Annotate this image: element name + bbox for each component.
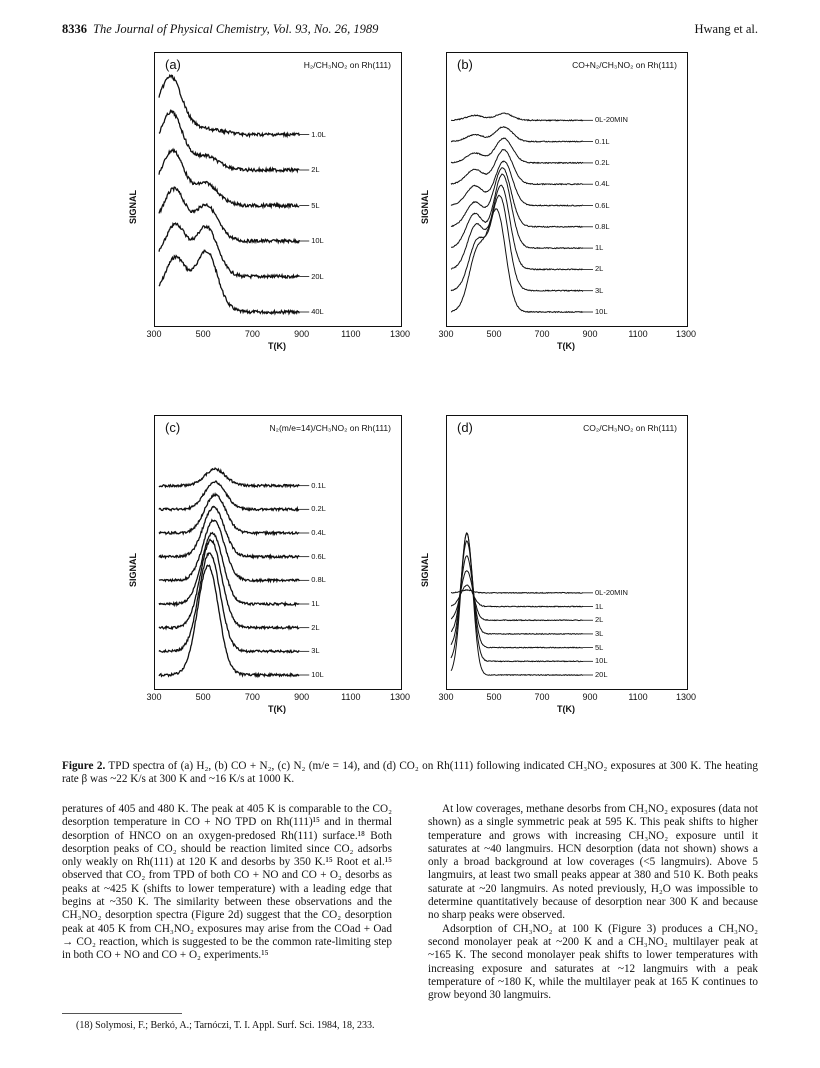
tpd-curve — [159, 149, 299, 207]
tpd-plot — [447, 416, 687, 689]
exposure-label: 2L — [595, 264, 604, 274]
x-tick-label: 700 — [244, 329, 260, 339]
paragraph: Adsorption of CH₃NO₂ at 100 K (Figure 3) produces a CH₃NO₂ second monolayer peak at ~200 K and a CH₃NO₂ multilayer peak at ~165 K. The second monolayer peak shifts to lower temperatures with increasing exposure and saturates at ~12 langmuirs with a peak temperature of ~180 K, while the multilayer peak at 165 K continues to grow beyond 30 langmuirs. — [428, 922, 758, 1002]
exposure-label: 20L — [595, 670, 608, 679]
exposure-label: 1L — [595, 243, 604, 253]
panel-title: CO₂/CH₃NO₂ on Rh(111) — [583, 423, 677, 433]
tpd-curve — [451, 534, 583, 662]
x-tick-label: 1100 — [341, 329, 361, 339]
y-axis-label: SIGNAL — [420, 189, 431, 225]
exposure-label: 10L — [595, 307, 608, 316]
exposure-label: 2L — [311, 165, 320, 174]
x-tick-label: 1300 — [675, 329, 697, 339]
panel-label: (c) — [165, 420, 181, 435]
x-tick-label: 1100 — [628, 692, 648, 702]
exposure-label: 10L — [595, 656, 608, 666]
tpd-curve — [159, 111, 299, 172]
exposure-label: 0.4L — [311, 528, 326, 537]
figure-caption — [62, 760, 758, 786]
exposure-label: 0L-20MIN — [595, 587, 628, 597]
tpd-curve — [451, 585, 583, 607]
tpd-curve — [159, 223, 299, 278]
exposure-label: 0.8L — [311, 575, 326, 585]
y-axis-label: SIGNAL — [128, 189, 139, 225]
x-tick-label: 300 — [438, 692, 454, 702]
x-tick-label: 500 — [486, 329, 502, 339]
exposure-label: 0.2L — [595, 157, 610, 167]
x-axis-title: T(K) — [557, 341, 575, 351]
paragraph: peratures of 405 and 480 K. The peak at 405 K is comparable to the CO₂ desorption temperature in CO + NO TPD on Rh(111)¹⁵ and in thermal desorption of HNCO on an oxygen-predosed Rh(111) surface.¹⁸ Both desorption peaks of CO₂ should be reaction limited since CO₂ adsorbs only weakly on Rh(111) at 120 K and desorbs by 350 K.¹⁵ Root et al.¹⁵ observed that CO₂ from TPD of both CO + NO and CO + O₂ desorbs as peaks at ~425 K (shifts to lower temperature) with a leading edge that begins at ~350 K. The similarity between these observations and the CH₃NO₂ desorption spectra (Figure 2d) suggest that the CO₂ desorption peak at 405 K from CH₃NO₂ exposures may arise from the COad + Oad → CO₂ reaction, which is suggested to be the common rate-limiting step in both CO + NO and CO + O₂ experiments.¹⁵ — [62, 803, 392, 962]
x-tick-label: 1300 — [675, 692, 697, 702]
exposure-label: 40L — [311, 307, 324, 316]
footnote-rule — [62, 1013, 182, 1014]
x-tick-label: 900 — [294, 692, 310, 702]
panel-title: H₂/CH₃NO₂ on Rh(111) — [303, 60, 391, 70]
x-tick-label: 300 — [146, 692, 162, 702]
tpd-curve — [451, 174, 583, 249]
exposure-label: 0.6L — [311, 551, 326, 561]
exposure-label: 20L — [311, 271, 324, 281]
running-authors: Hwang et al. — [694, 22, 758, 36]
exposure-label: 1L — [311, 599, 320, 608]
x-tick-label: 900 — [582, 692, 598, 702]
x-tick-label: 700 — [534, 692, 550, 702]
y-axis-label: SIGNAL — [128, 552, 139, 588]
exposure-label: 2L — [311, 622, 320, 632]
x-tick-label: 500 — [195, 329, 211, 339]
x-axis-title: T(K) — [268, 704, 286, 714]
exposure-label: 5L — [311, 200, 320, 210]
exposure-label: 0.1L — [595, 136, 610, 146]
x-tick-label: 300 — [438, 329, 454, 339]
body-column-right — [428, 803, 758, 1002]
journal-header — [62, 22, 378, 37]
exposure-label: 0.6L — [595, 200, 610, 210]
panel-label: (a) — [165, 57, 181, 72]
x-tick-label: 500 — [486, 692, 502, 702]
tpd-curve — [451, 113, 583, 121]
x-tick-label: 900 — [582, 329, 598, 339]
exposure-label: 3L — [311, 646, 320, 656]
tpd-curve — [159, 250, 299, 313]
paragraph: At low coverages, methane desorbs from CH₃NO₂ exposures (data not shown) as a single symmetric peak at 595 K. This peak shifts to higher temperature and grows with increasing CH₃NO₂ exposure until it saturates at ~40 langmuirs. HCN desorption (data not shown) shows a only a broad background at low coverages (<5 langmuirs). Above 5 langmuirs, at least two small peaks appear at 380 and 510 K. Both peaks saturate at ~20 langmuirs. As noted previously, H₂O was impossible to determine quantitatively because of desorption near 300 K and because no sharp peaks were observed. — [428, 803, 758, 922]
body-column-left — [62, 803, 392, 963]
tpd-curve — [159, 520, 299, 581]
tpd-curve — [451, 195, 583, 291]
page-number: 8336 — [62, 22, 87, 36]
panel-label: (d) — [457, 420, 473, 435]
x-tick-label: 700 — [244, 692, 260, 702]
x-tick-label: 1100 — [341, 692, 361, 702]
tpd-curve — [451, 209, 583, 313]
x-tick-label: 900 — [294, 329, 310, 339]
caption-text: TPD spectra of (a) H₂, (b) CO + N₂, (c) N₂ (m/e = 14), and (d) CO₂ on Rh(111) following indicated CH₃NO₂ exposures at 300 K. The heating rate β was ~22 K/s at 300 K and ~16 K/s at 1000 K. — [62, 760, 758, 785]
exposure-label: 3L — [595, 285, 604, 295]
tpd-curve — [451, 161, 583, 206]
tpd-curve — [451, 127, 583, 142]
tpd-plot — [155, 53, 401, 326]
footnote: (18) Solymosi, F.; Berkó, A.; Tarnóczi, T. I. Appl. Surf. Sci. 1984, 18, 233. — [76, 1020, 375, 1031]
exposure-label: 1L — [595, 601, 604, 611]
tpd-curve — [451, 571, 583, 621]
exposure-label: 5L — [595, 642, 604, 652]
x-axis-title: T(K) — [557, 704, 575, 714]
exposure-label: 0.4L — [595, 179, 610, 189]
tpd-curve — [159, 468, 299, 487]
y-axis-label: SIGNAL — [420, 552, 431, 588]
exposure-label: 2L — [595, 615, 604, 625]
x-tick-label: 1100 — [628, 329, 648, 339]
tpd-curve — [451, 590, 583, 594]
x-tick-label: 700 — [534, 329, 550, 339]
tpd-curve — [159, 533, 299, 606]
tpd-panel — [446, 52, 688, 327]
journal-name: The Journal of Physical Chemistry, Vol. 93, No. 26, 1989 — [93, 22, 379, 36]
exposure-label: 10L — [311, 236, 324, 245]
tpd-panel — [154, 415, 402, 690]
panel-label: (b) — [457, 57, 473, 72]
x-tick-label: 1300 — [389, 329, 411, 339]
panel-title: CO+N₂/CH₃NO₂ on Rh(111) — [572, 60, 677, 70]
panel-title: N₂(m/e=14)/CH₃NO₂ on Rh(111) — [269, 423, 391, 433]
exposure-label: 1.0L — [311, 129, 326, 139]
tpd-curve — [451, 168, 583, 228]
x-axis-title: T(K) — [268, 341, 286, 351]
exposure-label: 0.1L — [311, 480, 326, 490]
exposure-label: 0L-20MIN — [595, 115, 628, 125]
tpd-curve — [159, 494, 299, 534]
tpd-panel — [446, 415, 688, 690]
tpd-curve — [159, 187, 299, 242]
x-tick-label: 300 — [146, 329, 162, 339]
exposure-label: 0.2L — [311, 504, 326, 514]
x-tick-label: 1300 — [389, 692, 411, 702]
exposure-label: 10L — [311, 670, 324, 679]
exposure-label: 3L — [595, 628, 604, 638]
tpd-panel — [154, 52, 402, 327]
tpd-plot — [155, 416, 401, 689]
caption-label: Figure 2. — [62, 760, 106, 772]
tpd-plot — [447, 53, 687, 326]
exposure-label: 0.8L — [595, 221, 610, 231]
x-tick-label: 500 — [195, 692, 211, 702]
